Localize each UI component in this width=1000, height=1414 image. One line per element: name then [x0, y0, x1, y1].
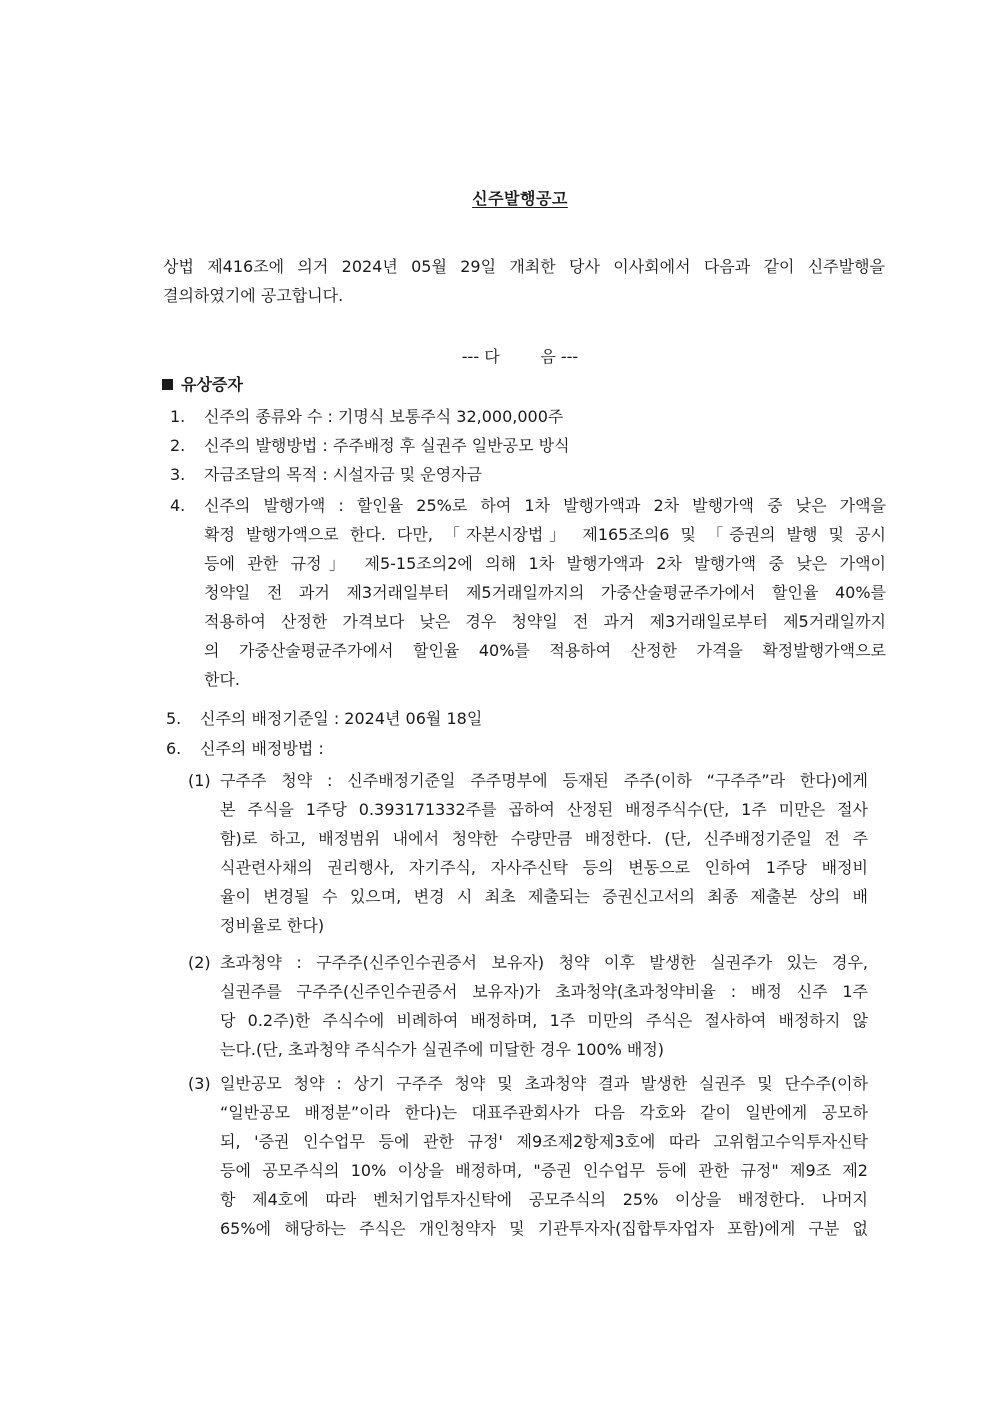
- sub-item-number: (2): [188, 953, 211, 972]
- item-line: 자금조달의 목적 : 시설자금 및 운영자금: [204, 465, 483, 484]
- list-item-1: [170, 402, 886, 431]
- sub-item-line: 구주주 청약 : 신주배정기준일 주주명부에 등재된 주주(이하 “구주주”라 한다)에게: [220, 771, 868, 790]
- item-line: 신주의 배정방법 :: [200, 739, 324, 758]
- intro-paragraph: [163, 252, 885, 310]
- item-number: 5.: [166, 709, 182, 728]
- section-heading: [162, 372, 243, 395]
- sub-item-number: (1): [188, 771, 211, 790]
- list-item-3: [170, 460, 886, 489]
- item-line: 신주의 발행가액 : 할인율 25%로 하여 1차 발행가액과 2차 발행가액 중 낮은 가액을: [204, 496, 886, 515]
- item-line: 확정 발행가액으로 한다. 다만, 「자본시장법」 제165조의6 및 「증권의 발행 및 공시: [204, 525, 886, 544]
- list-item-5: [166, 704, 882, 733]
- sub-item-2: [188, 948, 868, 1064]
- item-line: 적용하여 산정한 가격보다 낮은 경우 청약일 전 과거 제3거래일로부터 제5거래일까지: [204, 612, 886, 631]
- item-number: 1.: [170, 407, 186, 426]
- sub-item-line: 65%에 해당하는 주식은 개인청약자 및 기관투자자(집합투자업자 포함)에게 구분 없: [220, 1219, 868, 1238]
- sub-item-line: 당 0.2주)한 주식수에 비례하여 배정하며, 1주 미만의 주식은 절사하여 배정하지 않: [220, 1011, 868, 1030]
- sub-item-line: 초과청약 : 구주주(신주인수권증서 보유자) 청약 이후 발생한 실권주가 있는 경우,: [220, 953, 868, 972]
- item-number: 2.: [170, 436, 186, 455]
- sub-item-number: (3): [188, 1074, 211, 1093]
- sub-item-text: [220, 948, 868, 1064]
- item-line: 의 가중산술평균주가에서 할인율 40%를 적용하여 산정한 가격을 확정발행가액으로: [204, 641, 886, 660]
- item-text: [204, 460, 886, 489]
- list-item-2: [170, 431, 886, 460]
- sub-item-line: 정비율로 한다): [220, 916, 325, 935]
- list-item-4: [170, 491, 886, 694]
- item-number: 6.: [166, 739, 182, 758]
- sub-item-line: 일반공모 청약 : 상기 구주주 청약 및 초과청약 결과 발생한 실권주 및 단수주(이하: [220, 1074, 868, 1093]
- center-mark: --- 다 음 ---: [461, 347, 579, 366]
- item-text: [200, 734, 882, 763]
- intro-line: 결의하였기에 공고합니다.: [163, 286, 344, 305]
- item-line: 한다.: [204, 670, 240, 689]
- item-text: [204, 431, 886, 460]
- item-number: 4.: [170, 496, 186, 515]
- item-number: 3.: [170, 465, 186, 484]
- sub-item-3: [188, 1069, 868, 1243]
- intro-line: 상법 제416조에 의거 2024년 05월 29일 개최한 당사 이사회에서 다음과 같이 신주발행을: [163, 257, 885, 276]
- sub-item-text: [220, 1069, 868, 1243]
- item-text: [200, 704, 882, 733]
- item-line: 신주의 종류와 수 : 기명식 보통주식 32,000,000주: [204, 407, 564, 426]
- sub-item-line: 율이 변경될 수 있으며, 변경 시 최초 제출되는 증권신고서의 최종 제출본 상의 배: [220, 887, 868, 906]
- document-title: 신주발행공고: [472, 189, 568, 208]
- sub-item-line: 항 제4호에 따라 벤처기업투자신탁에 공모주식의 25% 이상을 배정한다. 나머지: [220, 1190, 868, 1209]
- list-item-6: [166, 734, 882, 763]
- item-line: 신주의 배정기준일 : 2024년 06월 18일: [200, 709, 483, 728]
- sub-item-line: 실권주를 구주주(신주인수권증서 보유자)가 초과청약(초과청약비율 : 배정 신주 1주: [220, 982, 868, 1001]
- black-square-bullet-icon: [162, 379, 173, 390]
- section-heading-text: 유상증자: [181, 375, 243, 394]
- sub-item-line: 식관련사채의 권리행사, 자기주식, 자사주신탁 등의 변동으로 인하여 1주당 배정비: [220, 858, 868, 877]
- sub-item-line: 함)로 하고, 배정범위 내에서 청약한 수량만큼 배정한다. (단, 신주배정기준일 전 주: [220, 829, 868, 848]
- sub-item-line: 본 주식을 1주당 0.393171332주를 곱하여 산정된 배정주식수(단, 1주 미만은 절사: [220, 800, 868, 819]
- sub-item-line: 되, '증권 인수업무 등에 관한 규정' 제9조제2항제3호에 따라 고위험고수익투자신탁: [220, 1132, 868, 1151]
- sub-item-line: 등에 공모주식의 10% 이상을 배정하며, "증권 인수업무 등에 관한 규정" 제9조 제2: [220, 1161, 868, 1180]
- item-text: [204, 491, 886, 694]
- item-text: [204, 402, 886, 431]
- sub-item-text: [220, 766, 868, 940]
- sub-item-1: [188, 766, 868, 940]
- item-line: 신주의 발행방법 : 주주배정 후 실권주 일반공모 방식: [204, 436, 570, 455]
- item-line: 등에 관한 규정」 제5-15조의2에 의해 1차 발행가액과 2차 발행가액 중 낮은 가액이: [204, 554, 886, 573]
- item-line: 청약일 전 과거 제3거래일부터 제5거래일까지의 가중산술평균주가에서 할인율 40%를: [204, 583, 886, 602]
- sub-item-line: 는다.(단, 초과청약 주식수가 실권주에 미달한 경우 100% 배정): [220, 1040, 665, 1059]
- sub-item-line: “일반공모 배정분”이라 한다)는 대표주관회사가 다음 각호와 같이 일반에게 공모하: [220, 1103, 868, 1122]
